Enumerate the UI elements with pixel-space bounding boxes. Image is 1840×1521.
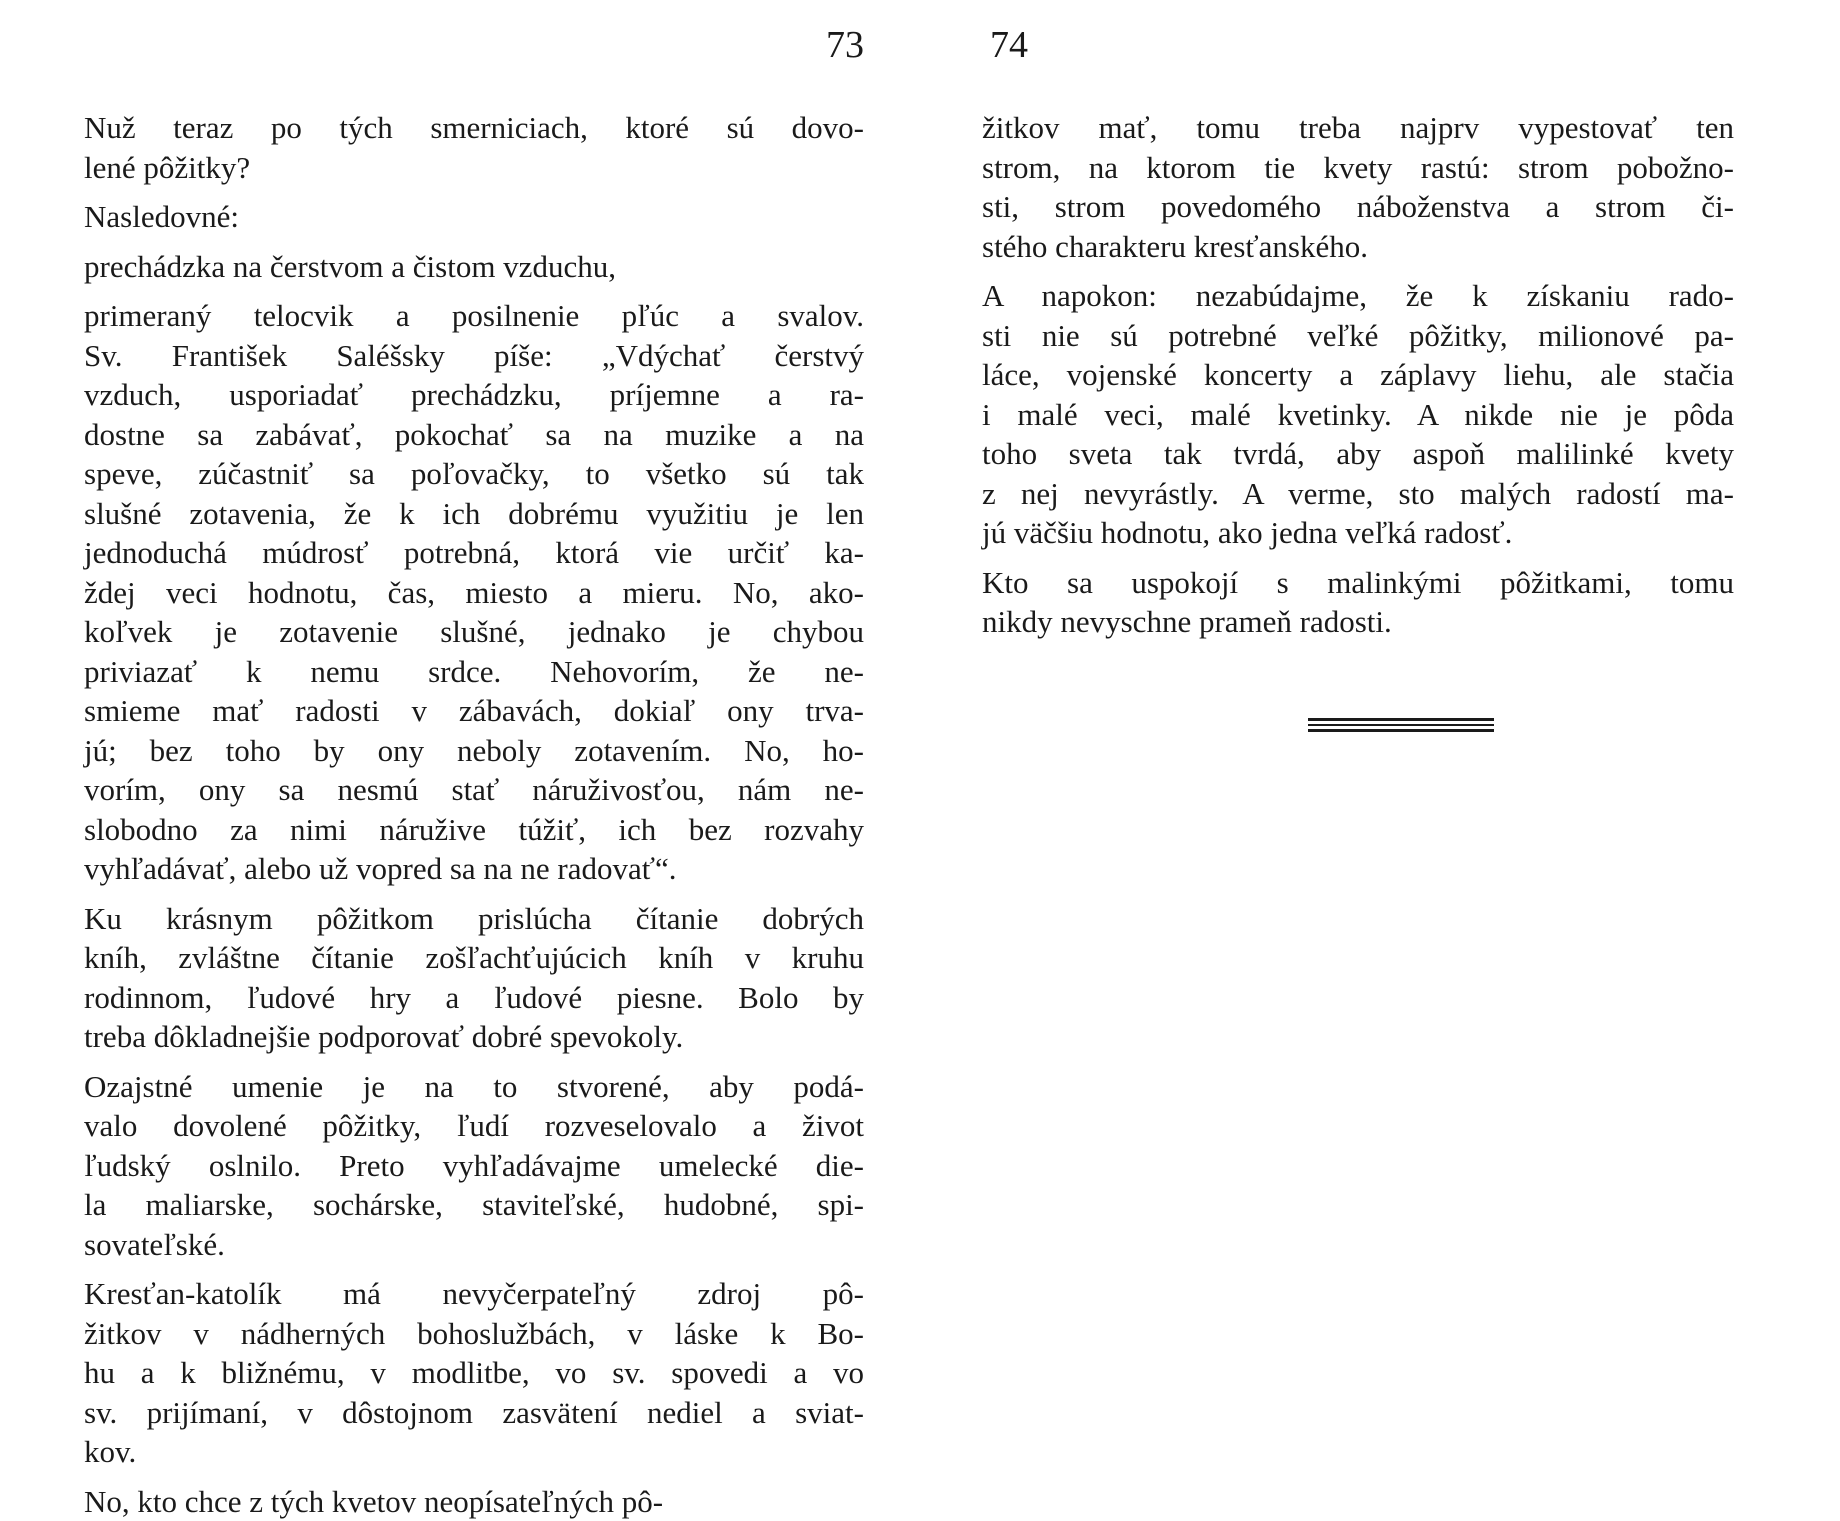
paragraph xyxy=(84,247,864,287)
paragraph-gap xyxy=(84,237,864,247)
text-line: sti, strom povedomého náboženstva a strom či- xyxy=(982,187,1734,227)
text-line: sv. prijímaní, v dôstojnom zasvätení nediel a sviat- xyxy=(84,1393,864,1433)
page-body-text xyxy=(84,108,864,1521)
text-line: strom, na ktorom tie kvety rastú: strom pobožno- xyxy=(982,148,1734,188)
page-number: 73 xyxy=(826,22,864,68)
text-line: sovateľské. xyxy=(84,1225,864,1265)
text-line: A napokon: nezabúdajme, že k získaniu rado- xyxy=(982,276,1734,316)
text-line: jú; bez toho by ony neboly zotavením. No, ho- xyxy=(84,731,864,771)
paragraph xyxy=(84,197,864,237)
text-line: speve, zúčastniť sa poľovačky, to všetko sú tak xyxy=(84,454,864,494)
text-line: Nasledovné: xyxy=(84,197,864,237)
paragraph xyxy=(982,563,1734,642)
page-number: 74 xyxy=(990,22,1028,68)
paragraph-gap xyxy=(84,1264,864,1274)
text-line: sti nie sú potrebné veľké pôžitky, milionové pa- xyxy=(982,316,1734,356)
text-line: kov. xyxy=(84,1432,864,1472)
text-line: žitkov mať, tomu treba najprv vypestovať ten xyxy=(982,108,1734,148)
text-line: Kresťan-katolík má nevyčerpateľný zdroj pô- xyxy=(84,1274,864,1314)
text-line: slušné zotavenia, že k ich dobrému využitiu je len xyxy=(84,494,864,534)
text-line: dostne sa zabávať, pokochať sa na muzike a na xyxy=(84,415,864,455)
text-line: nikdy nevyschne prameň radosti. xyxy=(982,602,1734,642)
text-line: treba dôkladnejšie podporovať dobré spevokoly. xyxy=(84,1017,864,1057)
paragraph xyxy=(982,108,1734,266)
text-line: Sv. František Saléšsky píše: „Vdýchať čerstvý xyxy=(84,336,864,376)
paragraph xyxy=(84,1274,864,1472)
text-line: Kto sa uspokojí s malinkými pôžitkami, tomu xyxy=(982,563,1734,603)
text-line: smieme mať radosti v zábavách, dokiaľ ony trva- xyxy=(84,691,864,731)
paragraph-gap xyxy=(982,553,1734,563)
text-line: ľudský oslnilo. Preto vyhľadávajme umelecké die- xyxy=(84,1146,864,1186)
paragraph xyxy=(84,1067,864,1265)
paragraph-gap xyxy=(982,266,1734,276)
text-line: Nuž teraz po tých smerniciach, ktoré sú dovo- xyxy=(84,108,864,148)
text-line: láce, vojenské koncerty a záplavy liehu, ale stačia xyxy=(982,355,1734,395)
text-line: i malé veci, malé kvetinky. A nikde nie je pôda xyxy=(982,395,1734,435)
right-page xyxy=(920,0,1840,1500)
paragraph-gap xyxy=(84,1057,864,1067)
text-line: koľvek je zotavenie slušné, jednako je chybou xyxy=(84,612,864,652)
paragraph xyxy=(84,296,864,889)
text-line: z nej nevyrástly. A verme, sto malých radostí ma- xyxy=(982,474,1734,514)
text-line: stého charakteru kresťanského. xyxy=(982,227,1734,267)
paragraph xyxy=(84,1482,864,1521)
text-line: ždej veci hodnotu, čas, miesto a mieru. No, ako- xyxy=(84,573,864,613)
left-page xyxy=(0,0,920,1500)
page-body-text xyxy=(982,108,1734,642)
text-line: rodinnom, ľudové hry a ľudové piesne. Bolo by xyxy=(84,978,864,1018)
text-line: prechádzka na čerstvom a čistom vzduchu, xyxy=(84,247,864,287)
text-line: lené pôžitky? xyxy=(84,148,864,188)
text-line: hu a k bližnému, v modlitbe, vo sv. spovedi a vo xyxy=(84,1353,864,1393)
text-line: la maliarske, sochárske, staviteľské, hudobné, spi- xyxy=(84,1185,864,1225)
text-line: vorím, ony sa nesmú stať náruživosťou, nám ne- xyxy=(84,770,864,810)
text-line: No, kto chce z tých kvetov neopísateľných pô- xyxy=(84,1482,864,1521)
text-line: jú väčšiu hodnotu, ako jedna veľká radosť. xyxy=(982,513,1734,553)
text-line: priviazať k nemu srdce. Nehovorím, že ne- xyxy=(84,652,864,692)
text-line: Ku krásnym pôžitkom prislúcha čítanie dobrých xyxy=(84,899,864,939)
paragraph-gap xyxy=(84,286,864,296)
paragraph xyxy=(84,108,864,187)
paragraph-gap xyxy=(84,1472,864,1482)
text-line: valo dovolené pôžitky, ľudí rozveselovalo a život xyxy=(84,1106,864,1146)
paragraph xyxy=(84,899,864,1057)
paragraph-gap xyxy=(84,187,864,197)
text-line: kníh, zvláštne čítanie zošľachťujúcich kníh v kruhu xyxy=(84,938,864,978)
paragraph-gap xyxy=(84,889,864,899)
text-line: Ozajstné umenie je na to stvorené, aby podá- xyxy=(84,1067,864,1107)
section-end-rule xyxy=(1308,718,1494,732)
paragraph xyxy=(982,276,1734,553)
text-line: vzduch, usporiadať prechádzku, príjemne a ra- xyxy=(84,375,864,415)
text-line: vyhľadávať, alebo už vopred sa na ne radovať“. xyxy=(84,849,864,889)
text-line: primeraný telocvik a posilnenie pľúc a svalov. xyxy=(84,296,864,336)
text-line: toho sveta tak tvrdá, aby aspoň malilinké kvety xyxy=(982,434,1734,474)
text-line: jednoduchá múdrosť potrebná, ktorá vie určiť ka- xyxy=(84,533,864,573)
text-line: žitkov v nádherných bohoslužbách, v láske k Bo- xyxy=(84,1314,864,1354)
text-line: slobodno za nimi náružive túžiť, ich bez rozvahy xyxy=(84,810,864,850)
